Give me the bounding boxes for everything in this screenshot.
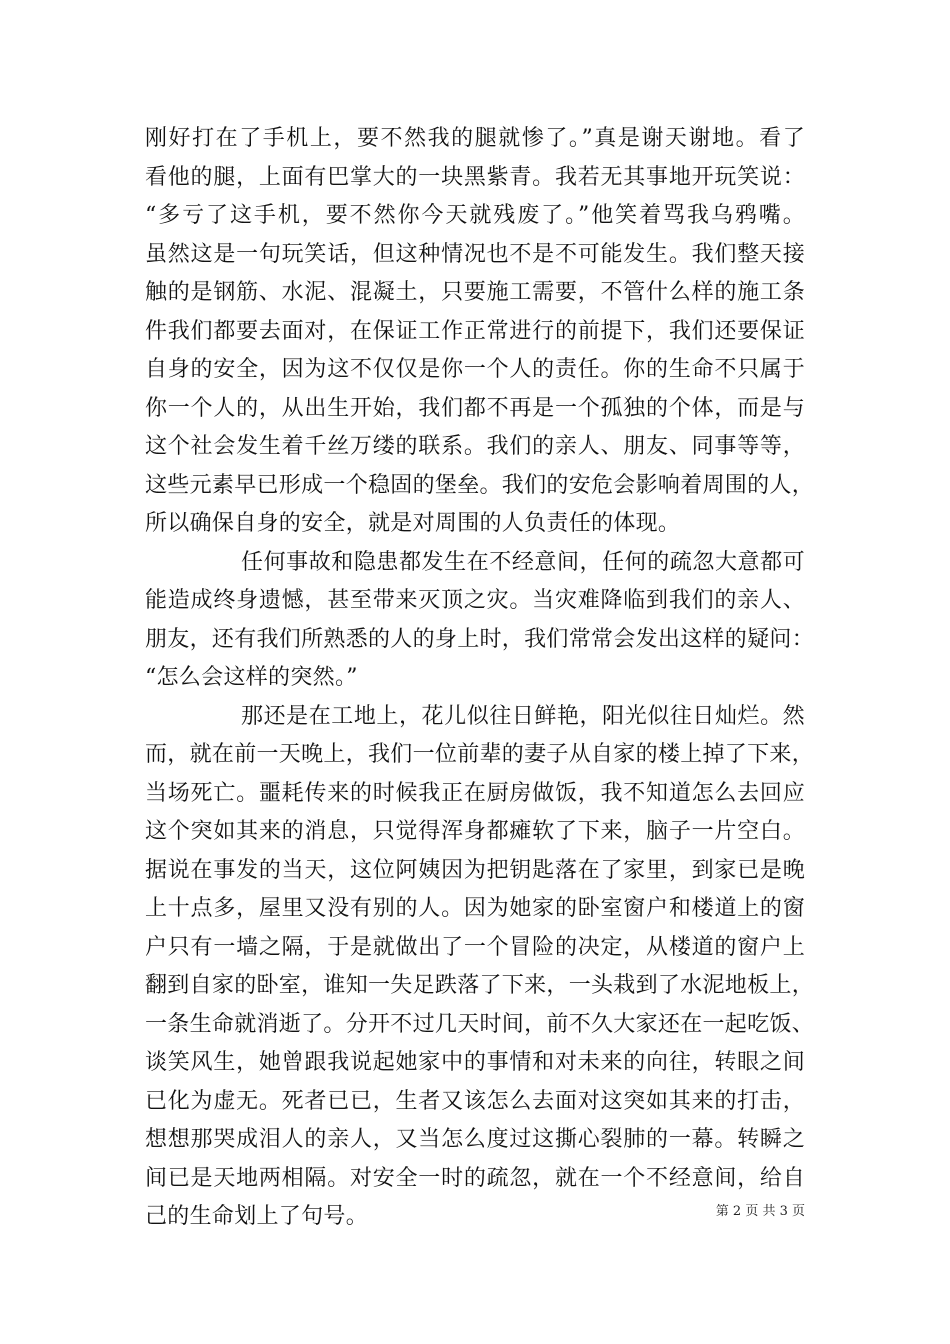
text-line: 一条生命就消逝了。分开不过几天时间，前不久大家还在一起吃饭、: [145, 1011, 815, 1037]
text-line: “多亏了这手机，要不然你今天就残废了。”他笑着骂我乌鸦嘴。: [145, 203, 805, 228]
text-line: 件我们都要去面对，在保证工作正常进行的前提下，我们还要保证: [145, 318, 805, 344]
text-line: 翻到自家的卧室，谁知一失足跌落了下来，一头栽到了水泥地板上，: [145, 973, 815, 998]
text-line: “怎么会这样的突然。”: [145, 665, 358, 690]
text-line: 间已是天地两相隔。对安全一时的疏忽，就在一个不经意间，给自: [145, 1165, 805, 1191]
text-line: 上十点多，屋里又没有别的人。因为她家的卧室窗户和楼道上的窗: [145, 896, 805, 921]
paragraph: [145, 544, 815, 698]
text-line: 这个突如其来的消息，只觉得浑身都瘫软了下来，脑子一片空白。: [145, 819, 805, 844]
text-line: 任何事故和隐患都发生在不经意间，任何的疏忽大意都可: [241, 549, 805, 575]
text-line: 户只有一墙之隔，于是就做出了一个冒险的决定，从楼道的窗户上: [145, 934, 805, 960]
text-line: 谈笑风生，她曾跟我说起她家中的事情和对未来的向往，转眼之间: [145, 1050, 805, 1075]
text-line: 而，就在前一天晚上，我们一位前辈的妻子从自家的楼上掉了下来，: [145, 742, 815, 767]
paragraph: [145, 120, 815, 544]
text-line: 触的是钢筋、水泥、混凝土，只要施工需要，不管什么样的施工条: [145, 280, 805, 305]
text-line: 朋友，还有我们所熟悉的人的身上时，我们常常会发出这样的疑问：: [145, 626, 815, 652]
text-line: 能造成终身遗憾，甚至带来灭顶之灾。当灾难降临到我们的亲人、: [145, 588, 805, 613]
page-number-footer: 第 2 页 共 3 页: [715, 1204, 805, 1219]
text-line: 这个社会发生着千丝万缕的联系。我们的亲人、朋友、同事等等，: [145, 434, 805, 459]
text-line: 虽然这是一句玩笑话，但这种情况也不是不可能发生。我们整天接: [145, 241, 805, 267]
text-line: 想想那哭成泪人的亲人，又当怎么度过这撕心裂肺的一幕。转瞬之: [145, 1127, 805, 1152]
text-line: 所以确保自身的安全，就是对周围的人负责任的体现。: [145, 511, 681, 536]
text-line: 已化为虚无。死者已已，生者又该怎么去面对这突如其来的打击，: [145, 1088, 805, 1114]
text-line: 你一个人的，从出生开始，我们都不再是一个孤独的个体，而是与: [145, 395, 805, 421]
paragraph: [145, 698, 815, 1237]
text-line: 自身的安全，因为这不仅仅是你一个人的责任。你的生命不只属于: [145, 357, 805, 382]
text-line: 刚好打在了手机上，要不然我的腿就惨了。”真是谢天谢地。看了: [145, 126, 805, 151]
body-text: [145, 120, 815, 1237]
text-line: 看他的腿，上面有巴掌大的一块黑紫青。我若无其事地开玩笑说：: [145, 164, 805, 190]
text-line: 那还是在工地上，花儿似往日鲜艳，阳光似往日灿烂。然: [241, 703, 805, 729]
text-line: 己的生命划上了句号。: [145, 1204, 369, 1229]
text-line: 据说在事发的当天，这位阿姨因为把钥匙落在了家里，到家已是晚: [145, 857, 805, 883]
text-line: 当场死亡。噩耗传来的时候我正在厨房做饭，我不知道怎么去回应: [145, 780, 805, 806]
text-line: 这些元素早已形成一个稳固的堡垒。我们的安危会影响着周围的人，: [145, 472, 815, 498]
